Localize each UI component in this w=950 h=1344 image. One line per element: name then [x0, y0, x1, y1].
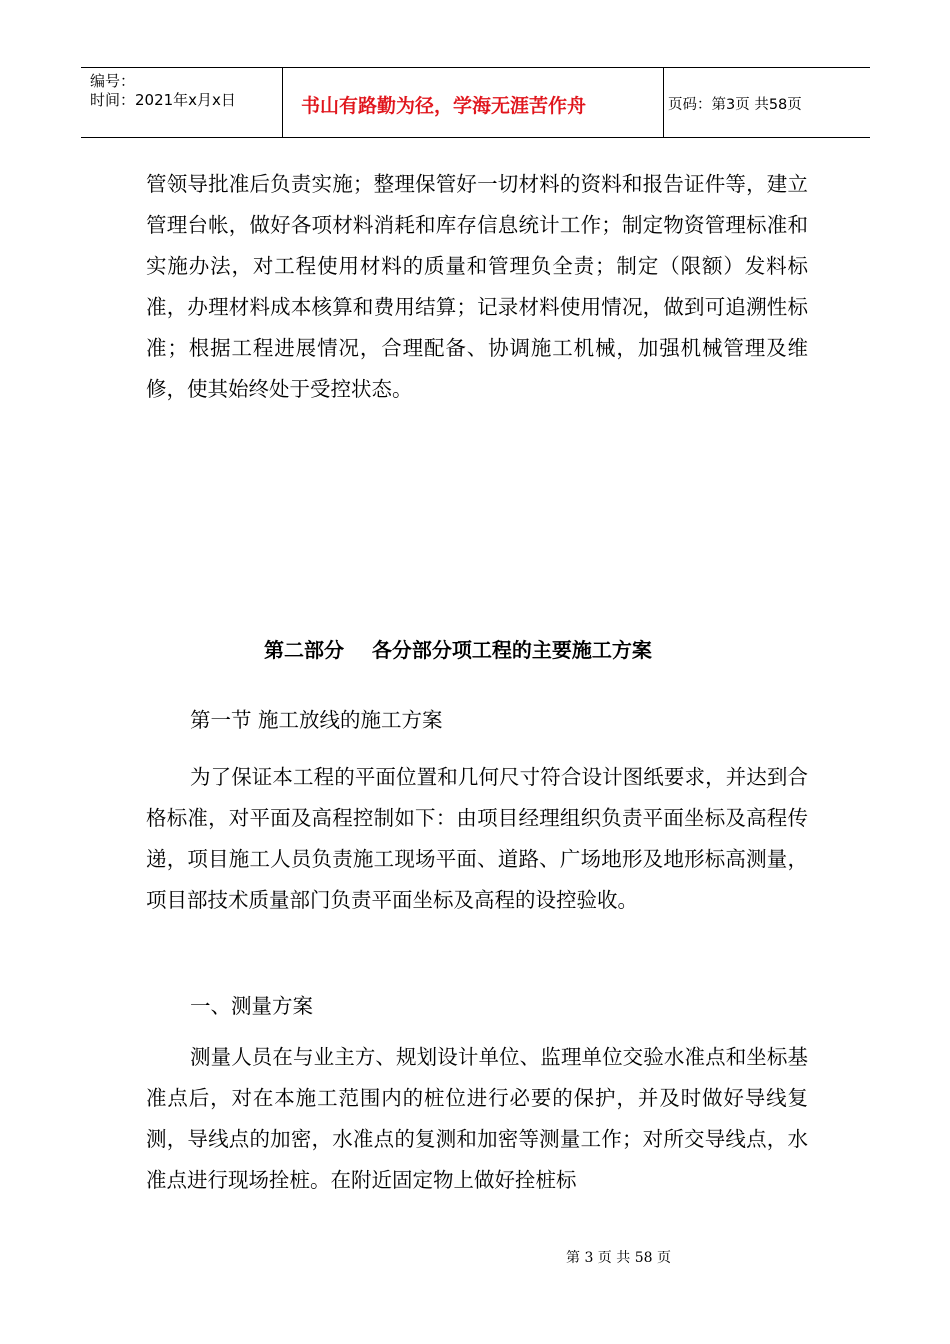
- part-heading: 第二部分 各分部分项工程的主要施工方案: [264, 638, 652, 662]
- header-meta-cell: [81, 68, 283, 137]
- body-paragraph-3: 测量人员在与业主方、规划设计单位、监理单位交验水准点和坐标基准点后，对在本施工范围内的桩位进行必要的保护，并及时做好导线复测，导线点的加密，水准点的复测和加密等测量工作；对所交导线点，水准点进行现场拴桩。在附近固定物上做好拴桩标: [146, 1045, 808, 1192]
- document-date: 时间：2021年x月x日: [90, 91, 236, 109]
- header-motto-cell: [283, 68, 664, 137]
- subsection-title: 一、测量方案: [190, 994, 313, 1018]
- page-footer: 第 3 页 共 58 页: [566, 1250, 671, 1266]
- page-header: [81, 67, 870, 138]
- header-page-info: 页码：第3页 共58页: [668, 97, 802, 113]
- body-paragraph-1: 管领导批准后负责实施；整理保管好一切材料的资料和报告证件等，建立管理台帐，做好各项材料消耗和库存信息统计工作；制定物资管理标准和实施办法，对工程使用材料的质量和管理负全责；制定（限额）发料标准，办理材料成本核算和费用结算；记录材料使用情况，做到可追溯性标准；根据工程进展情况，合理配备、协调施工机械，加强机械管理及维修，使其始终处于受控状态。: [146, 172, 808, 401]
- header-page-cell: [664, 68, 870, 137]
- section-title: 第一节 施工放线的施工方案: [190, 708, 443, 732]
- body-paragraph-2: 为了保证本工程的平面位置和几何尺寸符合设计图纸要求，并达到合格标准，对平面及高程控制如下：由项目经理组织负责平面坐标及高程传递，项目施工人员负责施工现场平面、道路、广场地形及地形标高测量，项目部技术质量部门负责平面坐标及高程的设控验收。: [146, 765, 808, 912]
- header-motto: 书山有路勤为径，学海无涯苦作舟: [301, 95, 587, 117]
- document-number-label: 编号：: [90, 72, 136, 90]
